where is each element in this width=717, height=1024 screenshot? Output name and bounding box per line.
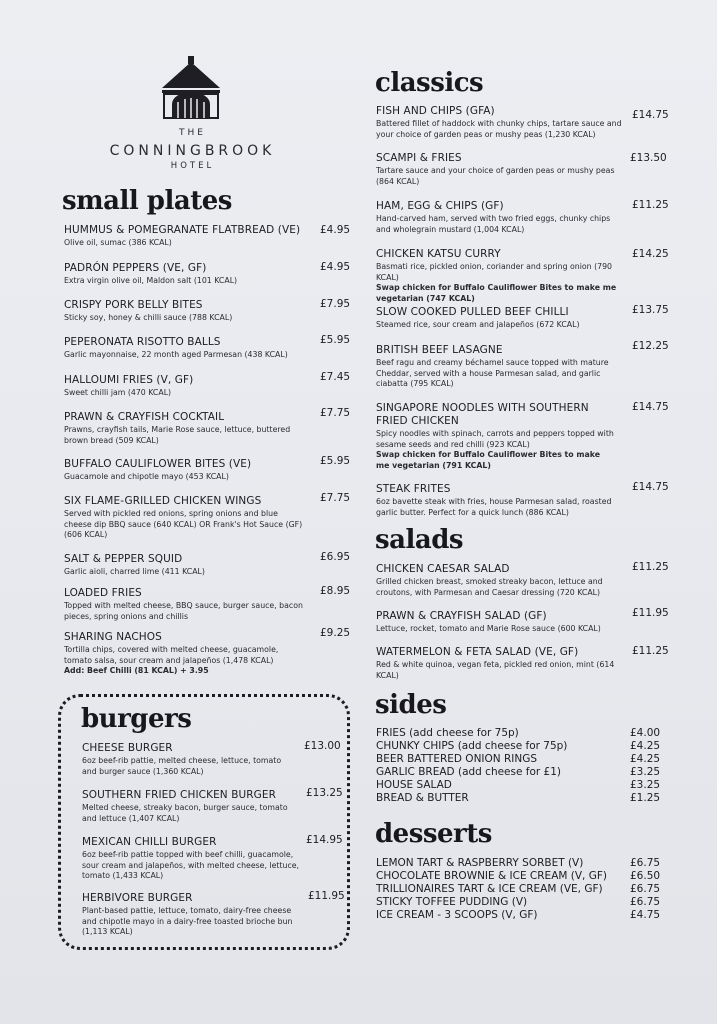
item-description: 6oz beef-rib pattie, melted cheese, lettuce, tomato and burger sauce (1,360 KCAL)	[82, 756, 282, 776]
brand-line-hotel: HOTEL	[170, 161, 215, 171]
item-price: £5.95	[320, 334, 351, 346]
item-description: Guacamole and chipotle mayo (453 KCAL)	[64, 472, 229, 481]
item-name: PRAWN & CRAYFISH COCKTAIL	[64, 411, 225, 423]
item-name: PADRÓN PEPPERS (VE, GF)	[64, 262, 207, 274]
item-description: Sticky soy, honey & chilli sauce (788 KCAL)	[64, 313, 233, 322]
item-price: £11.25	[632, 561, 669, 573]
side-item-price: £4.25	[630, 753, 661, 765]
item-price: £13.00	[304, 740, 341, 752]
item-price: £9.25	[320, 627, 351, 639]
item-price: £7.75	[320, 407, 351, 419]
item-description: Basmati rice, pickled onion, coriander and spring onion (790 KCAL)	[376, 262, 613, 282]
item-price: £12.25	[632, 340, 669, 352]
item-price: £4.95	[320, 224, 351, 236]
item-description: Beef ragu and creamy béchamel sauce topped with mature Cheddar, served with a house Parmesan salad, and garlic ciabatta (795 KCAL)	[376, 358, 609, 388]
item-description: Red & white quinoa, vegan feta, pickled red onion, mint (614 KCAL)	[376, 660, 615, 680]
menu-item	[376, 200, 626, 235]
item-price: £14.95	[306, 834, 343, 846]
item-name: BUFFALO CAULIFLOWER BITES (VE)	[64, 458, 252, 470]
menu-item	[64, 458, 304, 483]
side-item-name: CHUNKY CHIPS (add cheese for 75p)	[376, 740, 568, 752]
hotel-building-logo-icon	[158, 54, 224, 120]
item-addon: Add: Beef Chilli (81 KCAL) + 3.95	[64, 666, 209, 675]
item-name: STEAK FRITES	[376, 483, 451, 495]
dessert-item-price: £6.75	[630, 883, 661, 895]
item-swap-note: Swap chicken for Buffalo Cauliflower Bites to make me vegetarian (791 KCAL)	[376, 450, 600, 470]
item-description: Grilled chicken breast, smoked streaky bacon, lettuce and croutons, with Parmesan and Caesar dressing (720 KCAL)	[376, 577, 603, 597]
item-price: £11.95	[632, 607, 669, 619]
item-name: SOUTHERN FRIED CHICKEN BURGER	[82, 789, 277, 801]
item-name: SALT & PEPPER SQUID	[64, 553, 183, 565]
item-description: Garlic aioli, charred lime (411 KCAL)	[64, 567, 205, 576]
item-description: Plant-based pattie, lettuce, tomato, dairy-free cheese and chipotle mayo in a dairy-free toasted brioche bun (1,113 KCAL)	[82, 906, 293, 936]
item-name: SCAMPI & FRIES	[376, 152, 462, 164]
menu-item	[376, 344, 626, 390]
small-plates-heading: small plates	[62, 186, 232, 216]
item-price: £14.75	[632, 109, 669, 121]
side-item-price: £3.25	[630, 766, 661, 778]
dessert-item-name: LEMON TART & RASPBERRY SORBET (V)	[376, 857, 584, 869]
item-description: Lettuce, rocket, tomato and Marie Rose sauce (600 KCAL)	[376, 624, 601, 633]
menu-item	[376, 306, 626, 331]
menu-item	[376, 610, 626, 635]
item-description: Sweet chilli jam (470 KCAL)	[64, 388, 172, 397]
item-price: £11.25	[632, 199, 669, 211]
menu-item	[64, 587, 304, 622]
item-description: Hand-carved ham, served with two fried eggs, chunky chips and wholegrain mustard (1,004 KCAL)	[376, 214, 611, 234]
item-description: 6oz bavette steak with fries, house Parmesan salad, roasted garlic butter. Perfect for a quick lunch (886 KCAL)	[376, 497, 612, 517]
side-item-name: BEER BATTERED ONION RINGS	[376, 753, 538, 765]
item-name: PEPERONATA RISOTTO BALLS	[64, 336, 221, 348]
item-name: CHEESE BURGER	[82, 742, 173, 754]
side-item-price: £1.25	[630, 792, 661, 804]
menu-item	[82, 836, 304, 882]
burgers-heading: burgers	[81, 704, 192, 734]
menu-item	[64, 262, 304, 287]
dessert-item-name: STICKY TOFFEE PUDDING (V)	[376, 896, 528, 908]
item-description: Spicy noodles with spinach, carrots and peppers topped with sesame seeds and red chilli (923 KCAL)	[376, 429, 614, 449]
item-price: £6.95	[320, 551, 351, 563]
desserts-heading: desserts	[375, 819, 492, 849]
item-name: FISH AND CHIPS (GFA)	[376, 105, 495, 117]
item-name: WATERMELON & FETA SALAD (VE, GF)	[376, 646, 579, 658]
menu-item	[376, 105, 626, 140]
item-name: MEXICAN CHILLI BURGER	[82, 836, 217, 848]
item-name: SIX FLAME-GRILLED CHICKEN WINGS	[64, 495, 262, 507]
item-description: Garlic mayonnaise, 22 month aged Parmesan (438 KCAL)	[64, 350, 288, 359]
item-price: £13.25	[306, 787, 343, 799]
menu-item	[64, 224, 304, 249]
item-price: £11.25	[632, 645, 669, 657]
item-name: CHICKEN CAESAR SALAD	[376, 563, 510, 575]
item-description: 6oz beef-rib pattie topped with beef chilli, guacamole, sour cream and jalapeños, with melted cheese, lettuce, tomato (1,433 KCAL)	[82, 850, 300, 880]
menu-item	[376, 152, 626, 187]
item-name: HAM, EGG & CHIPS (GF)	[376, 200, 504, 212]
item-description: Served with pickled red onions, spring onions and blue cheese dip BBQ sauce (640 KCAL) OR Frank's Hot Sauce (GF) (606 KCAL)	[64, 509, 303, 539]
side-item-price: £4.25	[630, 740, 661, 752]
item-name: SLOW COOKED PULLED BEEF CHILLI	[376, 306, 569, 318]
item-swap-note: Swap chicken for Buffalo Cauliflower Bites to make me vegetarian (747 KCAL)	[376, 283, 617, 303]
item-price: £13.75	[632, 304, 669, 316]
menu-item	[64, 336, 304, 361]
item-name: HUMMUS & POMEGRANATE FLATBREAD (VE)	[64, 224, 301, 236]
item-description: Battered fillet of haddock with chunky chips, tartare sauce and your choice of garden peas or mushy peas (1,230 KCAL)	[376, 119, 622, 139]
side-item-name: GARLIC BREAD (add cheese for £1)	[376, 766, 562, 778]
menu-item	[64, 495, 304, 541]
item-description: Extra virgin olive oil, Maldon salt (101 KCAL)	[64, 276, 238, 285]
item-name: PRAWN & CRAYFISH SALAD (GF)	[376, 610, 547, 622]
dessert-item-name: ICE CREAM - 3 SCOOPS (V, GF)	[376, 909, 538, 921]
menu-item	[64, 631, 304, 677]
item-name: HERBIVORE BURGER	[82, 892, 193, 904]
item-name: LOADED FRIES	[64, 587, 142, 599]
item-price: £13.50	[630, 152, 667, 164]
dessert-item-price: £6.75	[630, 896, 661, 908]
item-price: £4.95	[320, 261, 351, 273]
item-price: £14.25	[632, 248, 669, 260]
item-name: SHARING NACHOS	[64, 631, 162, 643]
menu-item	[82, 742, 294, 777]
dessert-item-price: £6.75	[630, 857, 661, 869]
dessert-item-price: £4.75	[630, 909, 661, 921]
dessert-item-price: £6.50	[630, 870, 661, 882]
item-description: Topped with melted cheese, BBQ sauce, burger sauce, bacon pieces, spring onions and chillis	[64, 601, 303, 621]
brand-name: CONNINGBROOK	[109, 143, 276, 159]
menu-item	[82, 789, 294, 824]
side-item-price: £4.00	[630, 727, 661, 739]
item-description: Tartare sauce and your choice of garden peas or mushy peas (864 KCAL)	[376, 166, 615, 186]
item-name: CHICKEN KATSU CURRY	[376, 248, 501, 260]
item-description: Prawns, crayfish tails, Marie Rose sauce, lettuce, buttered brown bread (509 KCAL)	[64, 425, 291, 445]
item-description: Olive oil, sumac (386 KCAL)	[64, 238, 172, 247]
side-item-price: £3.25	[630, 779, 661, 791]
item-price: £14.75	[632, 401, 669, 413]
item-price: £5.95	[320, 455, 351, 467]
item-name: BRITISH BEEF LASAGNE	[376, 344, 503, 356]
item-description: Melted cheese, streaky bacon, burger sauce, tomato and lettuce (1,407 KCAL)	[82, 803, 288, 823]
dessert-item-name: CHOCOLATE BROWNIE & ICE CREAM (V, GF)	[376, 870, 607, 882]
classics-heading: classics	[375, 68, 484, 98]
menu-item	[64, 374, 304, 399]
item-description: Steamed rice, sour cream and jalapeños (672 KCAL)	[376, 320, 580, 329]
menu-item	[82, 892, 304, 938]
item-price: £7.45	[320, 371, 351, 383]
item-price: £7.95	[320, 298, 351, 310]
item-price: £14.75	[632, 481, 669, 493]
menu-item	[376, 483, 626, 518]
item-price: £8.95	[320, 585, 351, 597]
menu-item	[64, 553, 304, 578]
menu-item	[64, 299, 304, 324]
salads-heading: salads	[375, 525, 464, 555]
item-name: CRISPY PORK BELLY BITES	[64, 299, 203, 311]
side-item-name: BREAD & BUTTER	[376, 792, 469, 804]
item-price: £7.75	[320, 492, 351, 504]
item-description: Tortilla chips, covered with melted cheese, guacamole, tomato salsa, sour cream and jalapeños (1,478 KCAL)	[64, 645, 279, 665]
side-item-name: FRIES (add cheese for 75p)	[376, 727, 519, 739]
menu-item	[376, 248, 626, 304]
sides-heading: sides	[375, 690, 447, 720]
item-name: SINGAPORE NOODLES WITH SOUTHERN FRIED CHICKEN	[376, 402, 589, 427]
menu-item	[376, 402, 616, 471]
item-name: HALLOUMI FRIES (V, GF)	[64, 374, 194, 386]
menu-item	[64, 411, 304, 446]
dessert-item-name: TRILLIONAIRES TART & ICE CREAM (VE, GF)	[376, 883, 603, 895]
side-item-name: HOUSE SALAD	[376, 779, 452, 791]
menu-item	[376, 646, 626, 681]
item-price: £11.95	[308, 890, 345, 902]
menu-item	[376, 563, 626, 598]
brand-line-the: THE	[179, 128, 206, 138]
